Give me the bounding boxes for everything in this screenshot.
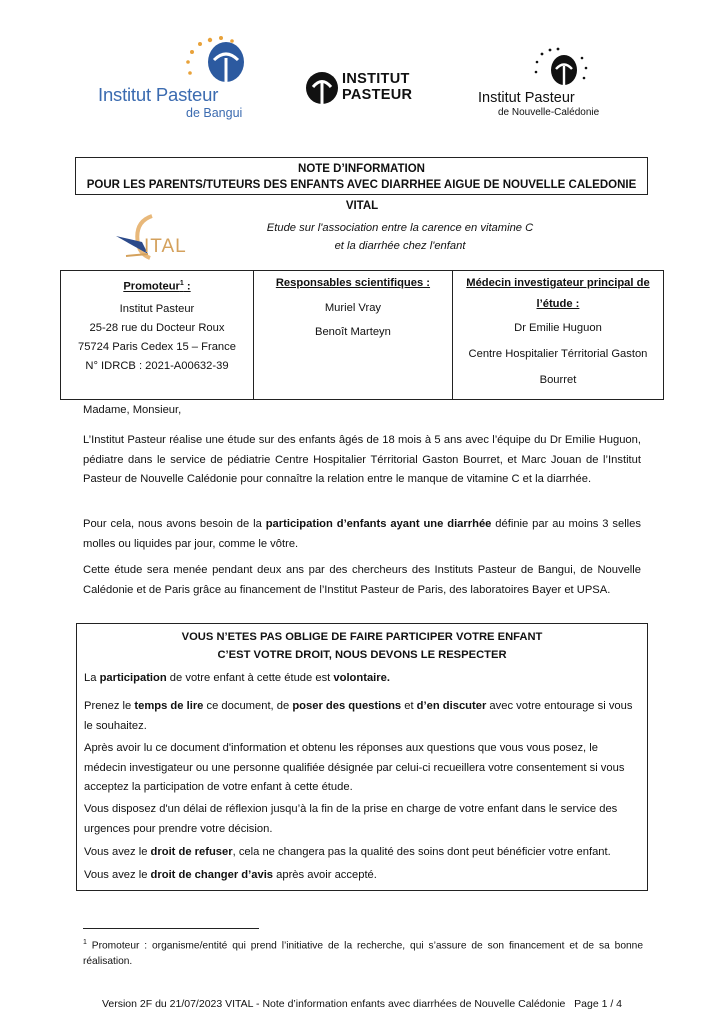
investigateur-affiliation: Centre Hospitalier Térritorial Gaston Bourret: [468, 348, 648, 386]
consent-delay: Vous disposez d'un délai de réflexion jusqu’à la fin de la prise en charge de votre enfant dans le service des urgences pour prendre votre décision.: [84, 803, 618, 835]
investigateur-cell: [452, 271, 663, 400]
document-title-line2: POUR LES PARENTS/TUTEURS DES ENFANTS AVEC DIARRHEE AIGUE DE NOUVELLE CALEDONIE: [86, 179, 637, 191]
study-info-table: [60, 270, 664, 400]
promoteur-cell: [61, 271, 254, 400]
footnote: $^1$ Promoteur : organisme/entité qui prend l’initiative de la recherche, qui s’assure de son financement et de sa bonne réalisation.: [83, 939, 643, 967]
vital-logo: [112, 212, 208, 262]
promoteur-line: 75724 Paris Cedex 15 – France: [77, 340, 236, 353]
nc-logo-sub: de Nouvelle-Calédonie: [498, 107, 600, 118]
bangui-logo-name: Institut Pasteur: [98, 84, 219, 105]
page-footer: Version 2F du 21/07/2023 VITAL - Note d’information enfants avec diarrhées de Nouvelle Calédonie Page 1 / 4: [101, 998, 623, 1010]
greeting: Madame, Monsieur,: [83, 404, 182, 416]
consent-box: [76, 623, 648, 891]
paragraph-intro: L’Institut Pasteur réalise une étude sur des enfants âgés de 18 mois à 5 ans avec l’équipe du Dr Emilie Huguon, pédiatre dans le service de pédiatrie Centre Hospitalier Térritorial Gaston Bourret, et Marc Jouan de l’Institut Pasteur de Nouvelle Calédonie pour connaître la relation entre le manque de vitamine C et la diarrhée.: [83, 434, 641, 485]
footnote-ref: 1: [179, 280, 184, 287]
vital-logo-word: ITAL: [144, 236, 187, 257]
footnote-separator: [83, 928, 259, 929]
responsables-cell: [253, 271, 452, 400]
responsable-name: Benoît Marteyn: [315, 326, 391, 338]
promoteur-line: Institut Pasteur: [119, 302, 195, 315]
paragraph-funding: Cette étude sera menée pendant deux ans par des chercheurs des Instituts Pasteur de Bangui, de Nouvelle Calédonie et de Paris grâce au financement de l’Institut Pasteur de Paris, des laboratoires Bayer et UPSA.: [83, 564, 641, 596]
responsables-header: Responsables scientifiques :: [275, 277, 431, 289]
nc-logo-name: Institut Pasteur: [478, 90, 575, 106]
study-acronym: VITAL: [345, 200, 379, 212]
investigateur-header: Médecin investigateur principal de l’étude :: [466, 277, 650, 310]
ip-logo-line1: INSTITUT: [342, 71, 410, 87]
emphasis: participation d’enfants ayant une diarrhée: [265, 518, 492, 530]
paragraph-participation: Pour cela, nous avons besoin de la participation d’enfants ayant une diarrhée définie par au moins 3 selles molles ou liquides par jour, comme le vôtre.: [83, 518, 641, 550]
logo-institut-pasteur-nouvelle-caledonie: [478, 44, 628, 120]
consent-voluntary: La participation de votre enfant à cette étude est volontaire.: [84, 672, 390, 684]
pasteur-emblem-icon: [478, 44, 628, 92]
investigateur-name: Dr Emilie Huguon: [514, 322, 602, 334]
responsable-name: Muriel Vray: [324, 302, 382, 314]
document-title-line1: NOTE D’INFORMATION: [298, 163, 425, 175]
ip-logo-line2: PASTEUR: [342, 87, 413, 103]
study-subtitle-line1: Etude sur l'association entre la carence en vitamine C: [266, 222, 534, 234]
pasteur-emblem-icon: [98, 28, 258, 88]
bangui-logo-sub: de Bangui: [186, 106, 243, 120]
document-title-box: [75, 157, 648, 195]
study-subtitle: [230, 219, 570, 255]
logo-institut-pasteur: [302, 68, 432, 108]
study-subtitle-line2: et la diarrhée chez l'enfant: [334, 240, 466, 252]
promoteur-header: Promoteur$^1$ :: [123, 280, 191, 293]
consent-read-time: Prenez le temps de lire ce document, de poser des questions et d’en discuter avec votre entourage si vous le souhaitez.: [84, 700, 633, 732]
promoteur-line: N° IDRCB : 2021-A00632-39: [85, 359, 229, 372]
logo-institut-pasteur-bangui: [98, 28, 258, 120]
pasteur-emblem-icon: [304, 70, 340, 106]
consent-right-change: Vous avez le droit de changer d’avis après avoir accepté.: [84, 869, 377, 881]
promoteur-line: 25-28 rue du Docteur Roux: [89, 321, 225, 334]
consent-procedure: Après avoir lu ce document d'information et obtenu les réponses aux questions que vous vous posez, le médecin investigateur ou une personne qualifiée désignée par celui-ci recueillera votre consentement si vous acceptez la participation de votre enfant à cette étude.: [84, 742, 625, 793]
consent-right-refuse: Vous avez le droit de refuser, cela ne changera pas la qualité des soins dont peut bénéficier votre enfant.: [84, 846, 611, 858]
consent-heading: VOUS N’ETES PAS OBLIGE DE FAIRE PARTICIPER VOTRE ENFANT C’EST VOTRE DROIT, NOUS DEVONS LE RESPECTER: [181, 631, 543, 661]
